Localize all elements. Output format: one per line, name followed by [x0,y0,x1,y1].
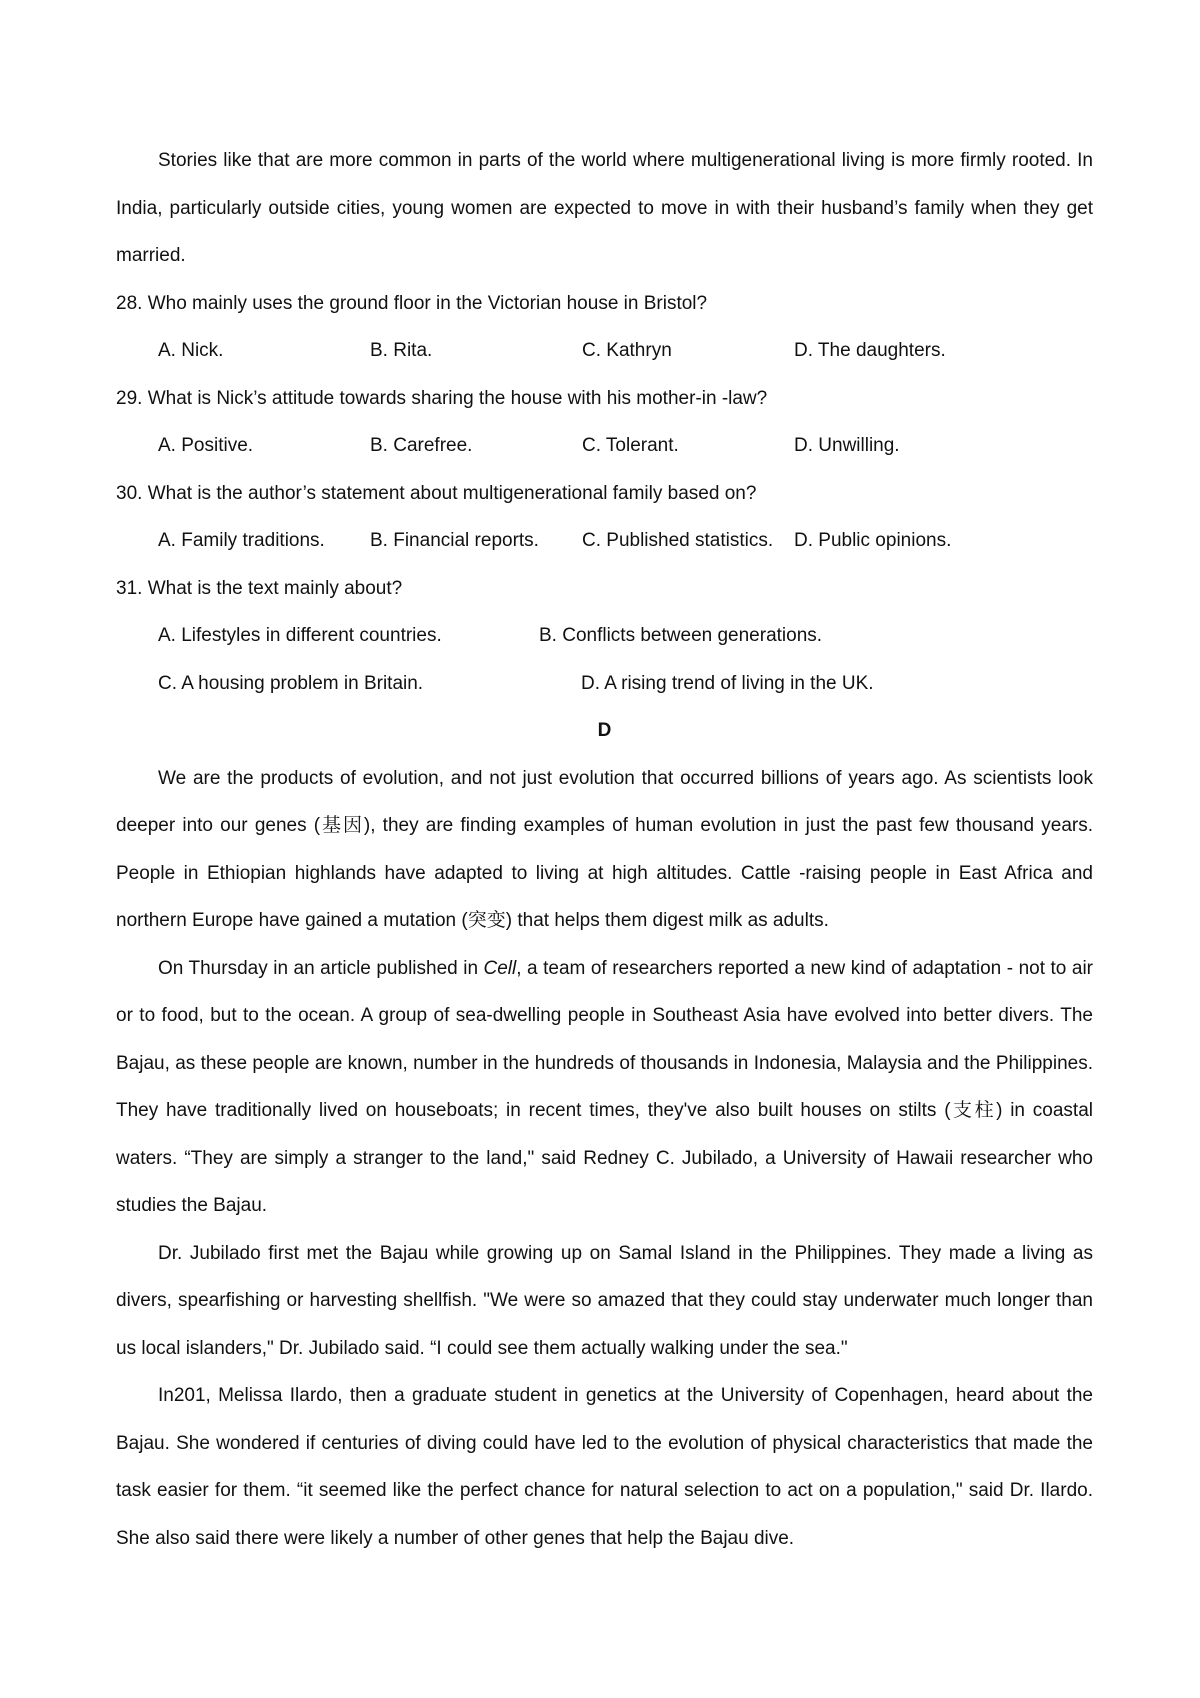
q31-option-b[interactable]: B. Conflicts between generations. [539,625,823,646]
passage-d-paragraph-2 [116,945,1093,1230]
p2-text-b: , a team of researchers reported a new kind of adaptation - not to air or to food, but to the ocean. A group of sea-dwelling people in Southeast Asia have evolved into better divers. The Bajau, as these people are known, number in the hundreds of thousands in Indonesia, Malaysia and the Philippines. They have traditionally lived on houseboats; in recent times, they've also built houses on stilts ( [116,957,1093,1121]
section-d-heading: D [597,720,612,741]
question-28-stem: 28. Who mainly uses the ground floor in the Victorian house in Bristol? [116,292,708,314]
question-28-options [116,327,1093,375]
p2-text-a: On Thursday in an article published in [158,957,484,979]
question-30-stem: 30. What is the author’s statement about multigenerational family based on? [116,482,757,504]
q28-option-a[interactable]: A. Nick. [158,340,224,361]
q30-option-a[interactable]: A. Family traditions. [158,530,325,551]
p1-text-a: We are the products of evolution, and not just evolution that occurred billions of years ago. As scientists look deeper into our genes ( [116,767,1093,836]
question-31-stem: 31. What is the text mainly about? [116,577,403,599]
passage-d-paragraph-1 [116,755,1093,945]
question-31-options-row-1 [116,612,1093,660]
q28-option-c[interactable]: C. Kathryn [582,340,672,361]
q28-option-b[interactable]: B. Rita. [370,340,433,361]
p2-text-c: ) in coastal waters. “They are simply a stranger to the land," said Redney C. Jubilado, a University of Hawaii researcher who studies the Bajau. [116,1100,1094,1216]
q30-option-d[interactable]: D. Public opinions. [794,530,952,551]
p1-cjk-mutation: 突变 [467,909,506,931]
q30-option-c[interactable]: C. Published statistics. [582,530,774,551]
q29-option-c[interactable]: C. Tolerant. [582,435,679,456]
p2-journal-name: Cell [483,957,517,979]
question-31-options-row-2 [116,660,1093,708]
passage-c-closing-paragraph: Stories like that are more common in parts of the world where multigenerational living is more firmly rooted. In India, particularly outside cities, young women are expected to move in with their husband’s family when they get married. [116,150,1093,266]
question-29-stem: 29. What is Nick’s attitude towards sharing the house with his mother-in -law? [116,387,768,409]
question-29-options [116,422,1093,470]
q28-option-d[interactable]: D. The daughters. [794,340,946,361]
q30-option-b[interactable]: B. Financial reports. [370,530,539,551]
q29-option-b[interactable]: B. Carefree. [370,435,473,456]
exam-page [116,137,1093,1562]
q29-option-a[interactable]: A. Positive. [158,435,254,456]
p1-text-b: ), they are finding examples of human evolution in just the past few thousand years. People in Ethiopian highlands have adapted to living at high altitudes. Cattle -raising people in East Africa and northern Europe have gained a mutation ( [116,815,1093,931]
passage-d-paragraph-3: Dr. Jubilado first met the Bajau while growing up on Samal Island in the Philippines. They made a living as divers, spearfishing or harvesting shellfish. "We were so amazed that they could stay underwater much longer than us local islanders," Dr. Jubilado said. “I could see them actually walking under the sea." [116,1242,1093,1359]
q31-option-d[interactable]: D. A rising trend of living in the UK. [581,672,874,694]
passage-d-paragraph-4: In201, Melissa Ilardo, then a graduate student in genetics at the University of Copenhagen, heard about the Bajau. She wondered if centuries of diving could have led to the evolution of physical characteristics that made the task easier for them. “it seemed like the perfect chance for natural selection to act on a population," said Dr. Ilardo. She also said there were likely a number of other genes that help the Bajau dive. [116,1385,1093,1549]
p1-text-c: ) that helps them digest milk as adults. [505,910,829,931]
q31-option-a[interactable]: A. Lifestyles in different countries. [158,625,442,646]
p1-cjk-genes: 基因 [320,814,364,836]
q29-option-d[interactable]: D. Unwilling. [794,435,900,456]
q31-option-c[interactable]: C. A housing problem in Britain. [158,672,424,694]
p2-cjk-stilts: 支柱 [950,1099,997,1121]
question-30-options [116,517,1093,565]
